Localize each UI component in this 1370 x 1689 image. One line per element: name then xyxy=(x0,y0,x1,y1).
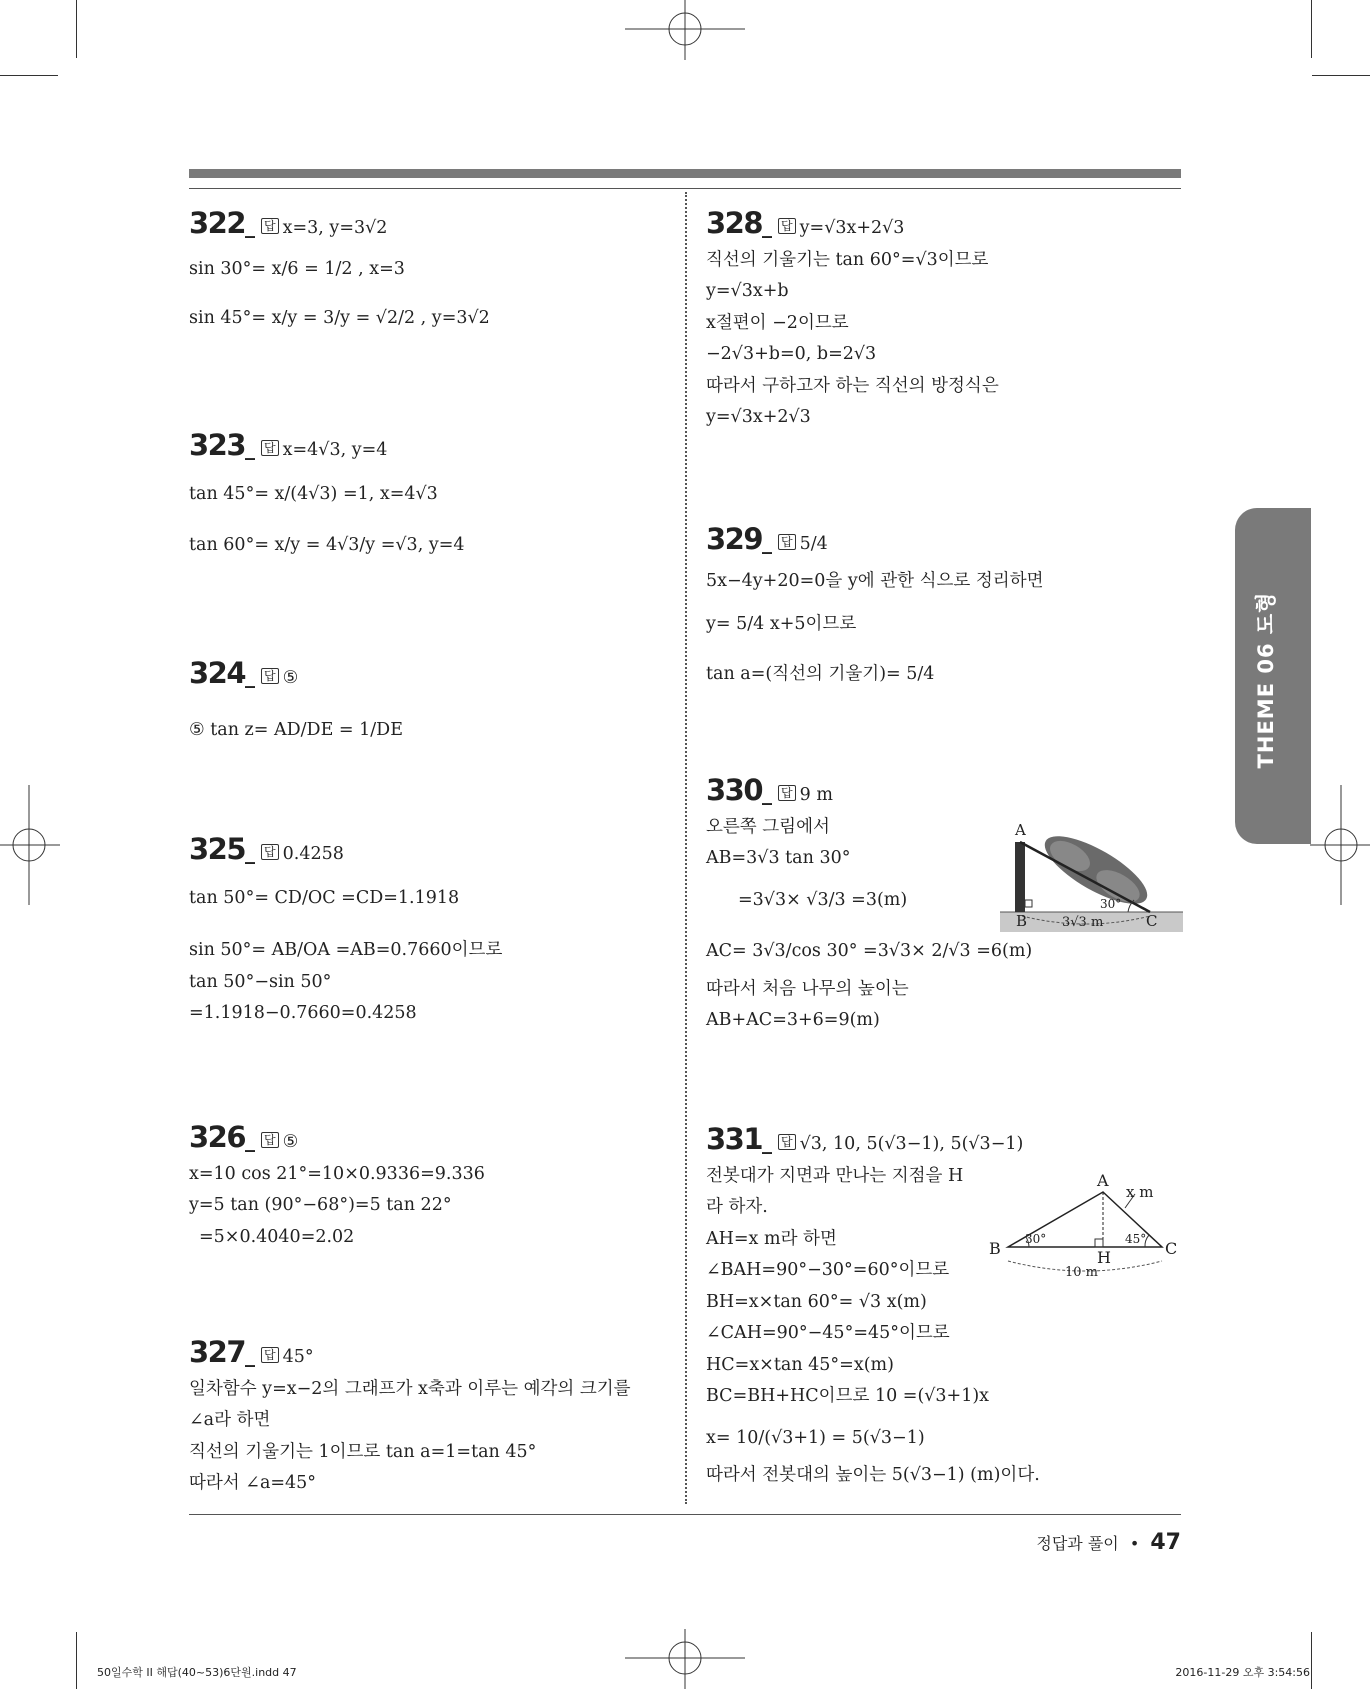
solution-line: 오른쪽 그림에서 xyxy=(706,816,830,837)
solution-line: tan a=(직선의 기울기)= 5/4 xyxy=(706,663,935,684)
answer: ⑤ xyxy=(282,668,299,688)
solution-line: =1.1918−0.7660=0.4258 xyxy=(189,1003,417,1023)
problem-number: 328 xyxy=(706,206,763,240)
solution-line: BH=x×tan 60°= √3 x(m) xyxy=(706,1291,927,1312)
crop-mark xyxy=(1311,1632,1312,1689)
answer: 0.4258 xyxy=(282,844,344,864)
solution-line: AC= 3√3/cos 30° =3√3× 2/√3 =6(m) xyxy=(706,941,1033,961)
answer: 45° xyxy=(282,1347,314,1367)
problem-number: 326 xyxy=(189,1120,246,1154)
registration-mark-top xyxy=(625,0,745,60)
problem-328: 328_ 답 y=√3x+2√3 직선의 기울기는 tan 60°=√3이므로 y=√3x+b x절편이 −2이므로 −2√3+b=0, b=2√3 따라서 구하고자 하는 직선의 방정식은 y=√3x+2√3 xyxy=(706,208,999,434)
slug-file: 50일수학 II 해답(40~53)6단원.indd 47 xyxy=(97,1666,297,1679)
answer: y=√3x+2√3 xyxy=(799,218,905,238)
answer-icon: 답 xyxy=(261,1347,279,1363)
crop-mark xyxy=(76,1632,77,1689)
problem-324: 324_ 답 ⑤ ⑤ tan z= AD/DE = 1/DE xyxy=(189,658,403,746)
crop-mark xyxy=(1312,75,1370,76)
solution-line: y=√3x+b xyxy=(706,281,789,301)
problem-number: 322 xyxy=(189,206,246,240)
label-a: A xyxy=(1015,821,1026,839)
label-c: C xyxy=(1146,912,1158,930)
header-bar xyxy=(189,169,1181,178)
answer: 9 m xyxy=(799,785,833,805)
problem-323: 323_ 답 x=4√3, y=4 tan 45°= x/(4√3) =1, x=4√3 tan 60°= x/y = 4√3/y =√3, y=4 xyxy=(189,430,465,562)
answer-icon: 답 xyxy=(778,534,796,550)
registration-mark-right xyxy=(1310,785,1370,905)
solution-line: 따라서 처음 나무의 높이는 xyxy=(706,978,909,999)
footer-rule xyxy=(189,1514,1181,1515)
column-divider xyxy=(685,192,687,1504)
answer: x=4√3, y=4 xyxy=(282,440,388,460)
solution-line: sin 50°= AB/OA =AB=0.7660이므로 xyxy=(189,940,503,960)
solution-line: x절편이 −2이므로 xyxy=(706,312,849,333)
problem-326: 326_ 답 ⑤ x=10 cos 21°=10×0.9336=9.336 y=5 tan (90°−68°)=5 tan 22° =5×0.4040=2.02 xyxy=(189,1122,485,1253)
registration-mark-left xyxy=(0,785,60,905)
answer-icon: 답 xyxy=(261,218,279,234)
angle-b-label: 30° xyxy=(1025,1232,1047,1246)
solution-line: 전봇대가 지면과 만나는 지점을 H xyxy=(706,1165,964,1186)
solution-line: 따라서 전봇대의 높이는 5(√3−1) (m)이다. xyxy=(706,1465,1040,1485)
problem-329: 329_ 답 5/4 5x−4y+20=0을 y에 관한 식으로 정리하면 y= 5/4 x+5이므로 tan a=(직선의 기울기)= 5/4 xyxy=(706,524,1044,690)
label-b: B xyxy=(1016,912,1028,930)
figure-330-tree xyxy=(1000,820,1185,932)
base-label: 10 m xyxy=(1065,1265,1099,1280)
solution-line: AH=x m라 하면 xyxy=(706,1228,837,1249)
problem-number: 329 xyxy=(706,522,763,556)
problem-number: 324 xyxy=(189,656,246,690)
angle-c-label: 45° xyxy=(1125,1232,1147,1246)
solution-line: sin 30°= x/6 = 1/2 , x=3 xyxy=(189,258,405,279)
answer-icon: 답 xyxy=(778,218,796,234)
answer: √3, 10, 5(√3−1), 5(√3−1) xyxy=(799,1134,1024,1154)
label-b: B xyxy=(989,1239,1001,1258)
solution-line: 라 하자. xyxy=(706,1197,768,1217)
answer-icon: 답 xyxy=(778,1134,796,1150)
answer-icon: 답 xyxy=(261,668,279,684)
solution-line: 5x−4y+20=0을 y에 관한 식으로 정리하면 xyxy=(706,570,1044,591)
answer-icon: 답 xyxy=(778,785,796,801)
solution-line: BC=BH+HC이므로 10 =(√3+1)x xyxy=(706,1386,990,1406)
side-label: x m xyxy=(1126,1183,1154,1201)
answer: x=3, y=3√2 xyxy=(282,218,388,238)
solution-line: =3√3× √3/3 =3(m) xyxy=(738,889,908,910)
answer-icon: 답 xyxy=(261,440,279,456)
problem-number: 331 xyxy=(706,1122,763,1156)
problem-number: 330 xyxy=(706,773,763,807)
solution-line: tan 60°= x/y = 4√3/y =√3, y=4 xyxy=(189,535,465,555)
problem-331: 331_ 답 √3, 10, 5(√3−1), 5(√3−1) 전봇대가 지면과 만나는 지점을 H 라 하자. AH=x m라 하면 ∠BAH=90°−30°=60°이므로 BH=x×tan 60°= √3 x(m) ∠CAH=90°−45°=45°이므로 HC=x×tan 45°=x(m) BC=BH+HC이므로 10 =(√3+1)x x= 10/(√3+1) = 5(√3−1) 따라서 전봇대의 높이는 5(√3−1) (m)이다. xyxy=(706,1124,1040,1492)
solution-line: sin 45°= x/y = 3/y = √2/2 , y=3√2 xyxy=(189,308,490,328)
solution-line: ∠CAH=90°−45°=45°이므로 xyxy=(706,1323,950,1343)
solution-line: ⑤ tan z= AD/DE = 1/DE xyxy=(189,719,403,740)
page-number: 47 xyxy=(1150,1530,1181,1555)
base-label: 3√3 m xyxy=(1062,915,1104,930)
theme-tab-label: THEME 06 도형 xyxy=(1254,591,1278,769)
solution-line: ∠BAH=90°−30°=60°이므로 xyxy=(706,1260,950,1280)
problem-number: 323 xyxy=(189,428,246,462)
header-rule xyxy=(189,188,1181,189)
figure-331-triangle xyxy=(985,1168,1185,1283)
solution-line: y=√3x+2√3 xyxy=(706,407,811,427)
answer: 5/4 xyxy=(799,534,828,554)
solution-line: 직선의 기울기는 tan 60°=√3이므로 xyxy=(706,249,989,270)
label-c: C xyxy=(1165,1239,1178,1258)
answer-icon: 답 xyxy=(261,1132,279,1148)
footer-bullet: • xyxy=(1129,1534,1140,1553)
solution-line: y=5 tan (90°−68°)=5 tan 22° xyxy=(189,1195,452,1215)
problem-325: 325_ 답 0.4258 tan 50°= CD/OC =CD=1.1918 sin 50°= AB/OA =AB=0.7660이므로 tan 50°−sin 50° =1.1918−0.7660=0.4258 xyxy=(189,834,502,1030)
solution-line: −2√3+b=0, b=2√3 xyxy=(706,344,877,364)
page-footer xyxy=(1036,1530,1181,1555)
solution-line: y= 5/4 x+5이므로 xyxy=(706,614,857,634)
slug-timestamp: 2016-11-29 오후 3:54:56 xyxy=(1175,1666,1310,1679)
problem-number: 327 xyxy=(189,1335,246,1369)
solution-line: HC=x×tan 45°=x(m) xyxy=(706,1354,894,1375)
solution-line: 직선의 기울기는 1이므로 tan a=1=tan 45° xyxy=(189,1441,537,1462)
crop-mark xyxy=(0,75,58,76)
solution-line: ∠a라 하면 xyxy=(189,1410,271,1430)
solution-line: AB=3√3 tan 30° xyxy=(706,848,851,868)
label-h: H xyxy=(1097,1248,1111,1267)
angle-label: 30° xyxy=(1100,897,1122,911)
solution-line: tan 50°−sin 50° xyxy=(189,971,332,992)
solution-line: 따라서 ∠a=45° xyxy=(189,1473,317,1493)
label-a: A xyxy=(1097,1171,1109,1190)
solution-line: AB+AC=3+6=9(m) xyxy=(706,1010,880,1030)
crop-mark xyxy=(76,0,77,58)
answer-icon: 답 xyxy=(261,844,279,860)
footer-label: 정답과 풀이 xyxy=(1036,1534,1119,1553)
problem-number: 325 xyxy=(189,832,246,866)
solution-line: =5×0.4040=2.02 xyxy=(199,1226,355,1247)
problem-330: 330_ 답 9 m 오른쪽 그림에서 AB=3√3 tan 30° =3√3× √3/3 =3(m) AC= 3√3/cos 30° =3√3× 2/√3 =6(m) 따라서 처음 나무의 높이는 AB+AC=3+6=9(m) xyxy=(706,775,1032,1037)
solution-line: tan 50°= CD/OC =CD=1.1918 xyxy=(189,887,460,908)
solution-line: tan 45°= x/(4√3) =1, x=4√3 xyxy=(189,483,438,504)
problem-327: 327_ 답 45° 일차함수 y=x−2의 그래프가 x축과 이루는 예각의 크기를 ∠a라 하면 직선의 기울기는 1이므로 tan a=1=tan 45° 따라서 ∠a=45° xyxy=(189,1337,631,1500)
problem-322: 322_ 답 x=3, y=3√2 sin 30°= x/6 = 1/2 , x=3 sin 45°= x/y = 3/y = √2/2 , y=3√2 xyxy=(189,208,490,335)
answer: ⑤ xyxy=(282,1132,299,1152)
solution-line: 일차함수 y=x−2의 그래프가 x축과 이루는 예각의 크기를 xyxy=(189,1378,631,1399)
solution-line: 따라서 구하고자 하는 직선의 방정식은 xyxy=(706,375,999,396)
registration-mark-bottom xyxy=(625,1629,745,1689)
solution-line: x=10 cos 21°=10×0.9336=9.336 xyxy=(189,1163,485,1184)
crop-mark xyxy=(1311,0,1312,58)
solution-line: x= 10/(√3+1) = 5(√3−1) xyxy=(706,1427,925,1448)
